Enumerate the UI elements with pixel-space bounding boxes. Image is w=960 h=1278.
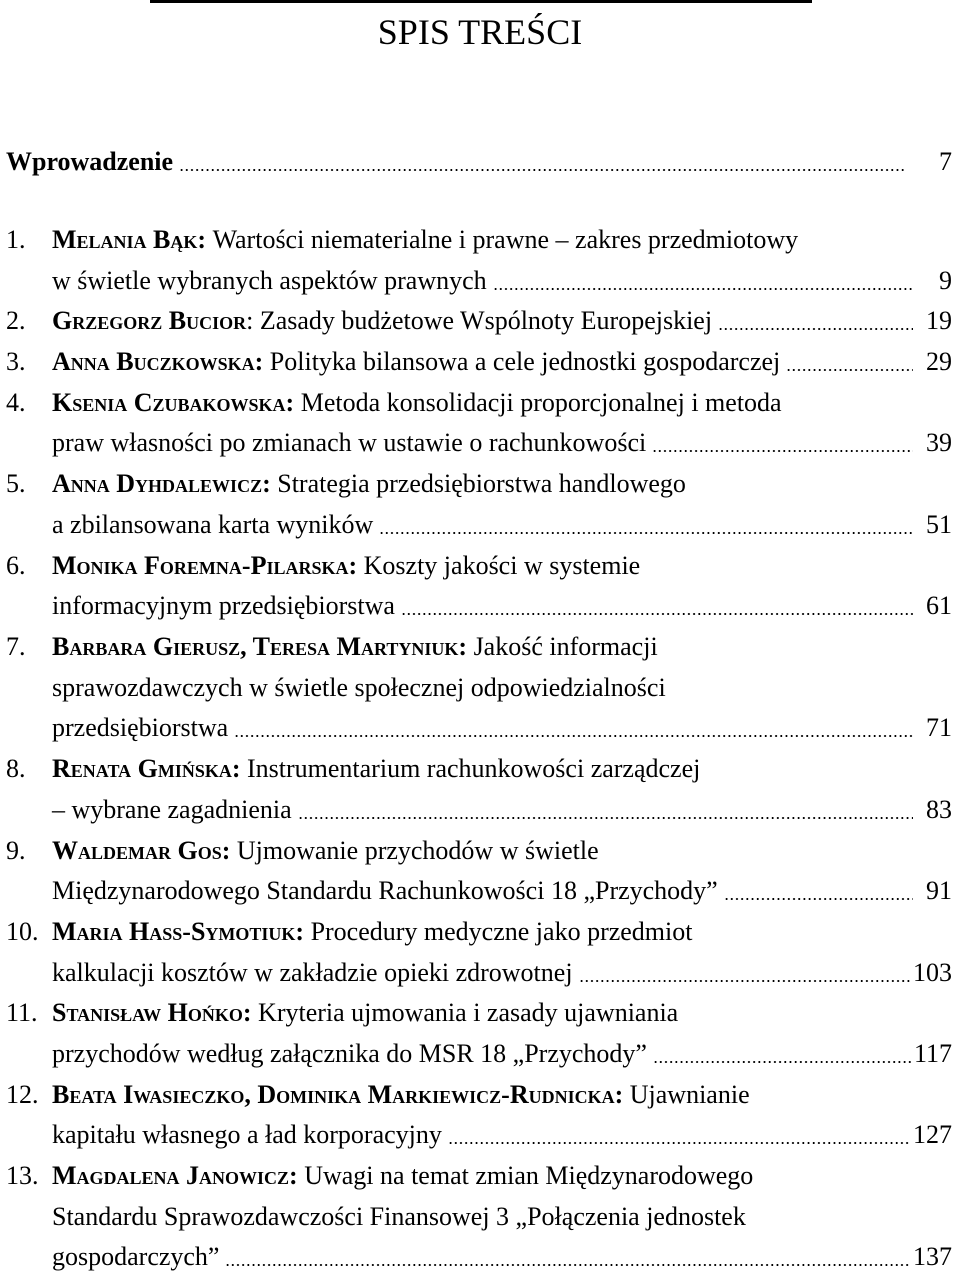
entry-title-text: Standardu Sprawozdawczości Finansowej 3 „Połączenia jednostek bbox=[52, 1201, 746, 1231]
entry-page-number: 61 bbox=[926, 591, 952, 621]
entry-number: 7. bbox=[6, 632, 26, 661]
entry-title-text: przychodów według załącznika do MSR 18 „Przychody” bbox=[52, 1038, 647, 1068]
entry-title-text: kapitału własnego a ład korporacyjny bbox=[52, 1120, 442, 1150]
entry-line bbox=[52, 505, 952, 545]
entry-line bbox=[52, 464, 952, 504]
entry-title-text: Ujawnianie bbox=[629, 1079, 750, 1109]
entry-authors: Waldemar Gos: bbox=[52, 835, 231, 865]
entry-page-number: 9 bbox=[939, 265, 952, 295]
entry-title-text: a zbilansowana karta wyników bbox=[52, 509, 374, 539]
entry-title-text: gospodarczych” bbox=[52, 1242, 220, 1272]
toc-entry[interactable] bbox=[6, 464, 952, 545]
leader-dots bbox=[724, 898, 913, 900]
entry-line bbox=[52, 301, 952, 341]
entry-line bbox=[52, 831, 952, 871]
entry-authors: Monika Foremna-Pilarska: bbox=[52, 550, 358, 580]
leader-dots bbox=[234, 735, 913, 737]
leader-dots bbox=[653, 1061, 911, 1063]
toc-entry[interactable] bbox=[6, 912, 952, 993]
entry-title-text: Strategia przedsiębiorstwa handlowego bbox=[277, 469, 686, 499]
leader-dots bbox=[579, 980, 910, 982]
entry-title-text: Międzynarodowego Standardu Rachunkowości 18 „Przychody” bbox=[52, 876, 718, 906]
entry-line bbox=[52, 1156, 952, 1196]
entry-title-text: Metoda konsolidacji proporcjonalnej i metoda bbox=[300, 387, 782, 417]
entry-line bbox=[52, 1115, 952, 1155]
entry-page-number: 71 bbox=[926, 713, 952, 743]
toc-intro[interactable] bbox=[6, 142, 952, 182]
entry-page-number: 137 bbox=[913, 1242, 952, 1272]
entry-authors: Renata Gmińska: bbox=[52, 754, 241, 784]
entry-title-text: Polityka bilansowa a cele jednostki gospodarczej bbox=[269, 347, 781, 377]
entry-title-text: w świetle wybranych aspektów prawnych bbox=[52, 265, 487, 295]
entry-number: 11. bbox=[6, 998, 38, 1028]
entry-line bbox=[52, 627, 952, 667]
entry-line bbox=[52, 953, 952, 993]
entry-line bbox=[52, 1237, 952, 1277]
entry-number: 8. bbox=[6, 754, 26, 784]
toc-entry[interactable] bbox=[6, 1075, 952, 1156]
entry-number: 5. bbox=[6, 469, 26, 499]
leader-dots bbox=[493, 288, 913, 290]
entry-title-text: Instrumentarium rachunkowości zarządczej bbox=[247, 754, 701, 784]
entry-page-number: 19 bbox=[926, 306, 952, 336]
entry-title-text: Uwagi na temat zmian Międzynarodowego bbox=[304, 1161, 754, 1191]
entry-authors: Anna Buczkowska: bbox=[52, 347, 264, 377]
intro-page-number: 7 bbox=[939, 147, 952, 176]
entry-number: 3. bbox=[6, 347, 26, 377]
entry-title-text: Wartości niematerialne i prawne – zakres przedmiotowy bbox=[212, 225, 799, 254]
entry-title-text: Kryteria ujmowania i zasady ujawniania bbox=[258, 998, 679, 1028]
page-title: SPIS TREŚCI bbox=[377, 12, 583, 52]
entry-title-text: : Zasady budżetowe Wspólnoty Europejskiej bbox=[246, 306, 713, 336]
entry-number: 4. bbox=[6, 387, 26, 417]
entry-authors: Melania Bąk: bbox=[52, 225, 207, 254]
entry-line bbox=[52, 912, 952, 952]
leader-dots bbox=[786, 369, 913, 371]
leader-dots bbox=[401, 613, 913, 615]
entry-number: 12. bbox=[6, 1079, 39, 1109]
entry-title-text: kalkulacji kosztów w zakładzie opieki zdrowotnej bbox=[52, 957, 573, 987]
entry-line bbox=[52, 708, 952, 748]
entry-authors: Stanisław Hońko: bbox=[52, 998, 252, 1028]
leader-dots bbox=[298, 817, 913, 819]
entry-line bbox=[52, 220, 952, 260]
toc-entry[interactable] bbox=[6, 831, 952, 912]
toc-entry[interactable] bbox=[6, 342, 952, 383]
entry-authors: Barbara Gierusz, Teresa Martyniuk: bbox=[52, 632, 468, 661]
toc-entry[interactable] bbox=[6, 546, 952, 627]
entry-authors: Grzegorz Bucior bbox=[52, 306, 247, 336]
leader-dots bbox=[718, 328, 913, 330]
entry-page-number: 83 bbox=[926, 794, 952, 824]
leader-dots bbox=[179, 169, 905, 171]
entry-number: 13. bbox=[6, 1161, 39, 1191]
toc-entry[interactable] bbox=[6, 1156, 952, 1278]
entry-title-text: Ujmowanie przychodów w świetle bbox=[236, 835, 599, 865]
entry-line bbox=[52, 1075, 952, 1115]
entry-page-number: 39 bbox=[926, 428, 952, 458]
intro-label: Wprowadzenie bbox=[6, 147, 174, 176]
toc-entry[interactable] bbox=[6, 301, 952, 342]
entry-line bbox=[52, 423, 952, 463]
entry-page-number: 91 bbox=[926, 876, 952, 906]
entry-line bbox=[52, 1034, 952, 1074]
entry-title-text: Jakość informacji bbox=[473, 632, 658, 661]
entry-authors: Maria Hass-Symotiuk: bbox=[52, 916, 305, 946]
entry-authors: Magdalena Janowicz: bbox=[52, 1161, 298, 1191]
entry-page-number: 127 bbox=[913, 1120, 952, 1150]
entry-page-number: 103 bbox=[913, 957, 952, 987]
entry-line bbox=[52, 871, 952, 911]
entry-page-number: 51 bbox=[926, 509, 952, 539]
toc-entry[interactable] bbox=[6, 627, 952, 749]
entry-line bbox=[52, 749, 952, 789]
entry-line bbox=[52, 586, 952, 626]
toc-entry[interactable] bbox=[6, 993, 952, 1074]
entry-number: 6. bbox=[6, 550, 26, 580]
entry-line bbox=[52, 261, 952, 301]
toc-entry[interactable] bbox=[6, 220, 952, 301]
entry-line bbox=[52, 546, 952, 586]
entry-title-text: Koszty jakości w systemie bbox=[363, 550, 641, 580]
entry-line bbox=[52, 342, 952, 382]
leader-dots bbox=[652, 450, 913, 452]
entry-line bbox=[52, 383, 952, 423]
entry-authors: Ksenia Czubakowska: bbox=[52, 387, 295, 417]
entry-line bbox=[52, 993, 952, 1033]
toc-entry[interactable] bbox=[6, 749, 952, 830]
entry-number: 9. bbox=[6, 835, 26, 865]
entry-page-number: 29 bbox=[926, 347, 952, 377]
toc-entry[interactable] bbox=[6, 383, 952, 464]
entry-number: 2. bbox=[6, 306, 26, 336]
entry-title-text: informacyjnym przedsiębiorstwa bbox=[52, 591, 395, 621]
leader-dots bbox=[379, 532, 913, 534]
entry-title-text: sprawozdawczych w świetle społecznej odpowiedzialności bbox=[52, 672, 666, 702]
entry-line bbox=[52, 790, 952, 830]
leader-dots bbox=[448, 1142, 910, 1144]
entry-number: 10. bbox=[6, 916, 39, 946]
entry-authors: Anna Dyhdalewicz: bbox=[52, 469, 271, 499]
entry-number: 1. bbox=[6, 225, 26, 254]
entry-line bbox=[52, 668, 952, 708]
entry-title-text: praw własności po zmianach w ustawie o rachunkowości bbox=[52, 428, 647, 458]
entry-title-text: – wybrane zagadnienia bbox=[52, 794, 292, 824]
entry-title-text: Procedury medyczne jako przedmiot bbox=[310, 916, 693, 946]
entry-title-text: przedsiębiorstwa bbox=[52, 713, 229, 743]
entry-authors: Beata Iwasieczko, Dominika Markiewicz-Rudnicka: bbox=[52, 1079, 624, 1109]
entry-page-number: 117 bbox=[913, 1038, 952, 1068]
entry-line bbox=[52, 1197, 952, 1237]
top-rule bbox=[150, 0, 812, 3]
